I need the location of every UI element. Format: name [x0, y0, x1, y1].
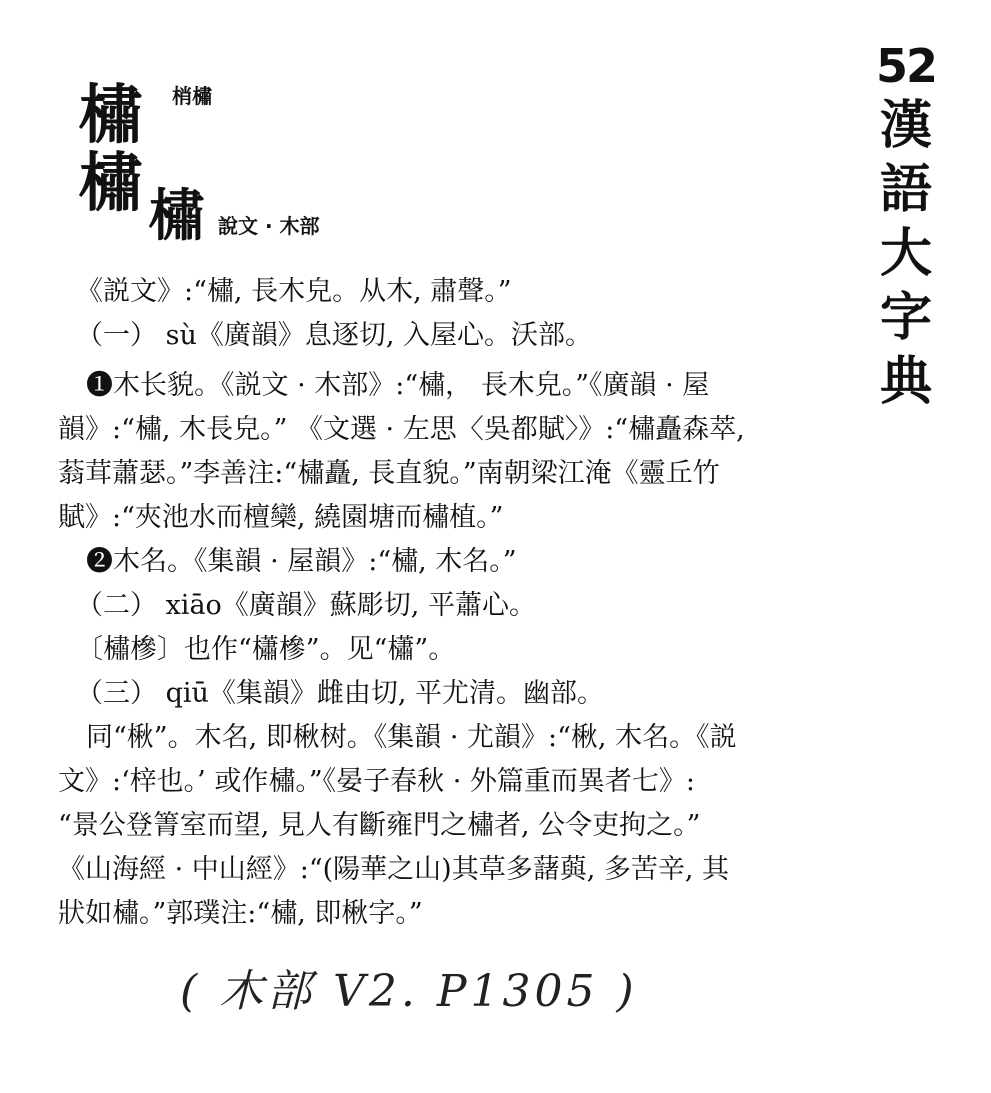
entry-line: 《説文》:“橚, 長木皃。从木, 肅聲。”: [76, 276, 512, 307]
title-char: 語: [879, 160, 932, 220]
title-char: 大: [879, 224, 932, 284]
entry-line: 狀如橚。”郭璞注:“橚, 即楸字。”: [58, 898, 423, 929]
entry-line: ❶木长貌。《説文 · 木部》:“橚， 長木皃。”《廣韻 · 屋: [86, 370, 710, 401]
headword-char-mid: 橚: [78, 147, 142, 221]
headword-label-top: 梢橚: [172, 84, 212, 108]
entry-line: 〔橚槮〕也作“櫹槮”。见“櫹”。: [76, 634, 456, 665]
entry-line: （三） qiū《集韻》雌由切, 平尤清。幽部。: [76, 678, 605, 709]
title-char: 字: [879, 288, 932, 348]
entry-line: 文》:‘梓也。’ 或作橚。”《晏子春秋 · 外篇重而異者七》:: [58, 766, 695, 797]
entry-line: 《山海經 · 中山經》:“(陽華之山)其草多藷藇, 多苦辛, 其: [58, 854, 730, 885]
title-char: 漢: [879, 96, 932, 156]
entry-line: 賦》:“夾池水而檀欒, 繞園塘而橚植。”: [58, 502, 504, 533]
title-char: 典: [879, 352, 932, 412]
entry-line: （二） xiāo《廣韻》蘇彫切, 平蕭心。: [76, 590, 536, 621]
dictionary-title: [866, 38, 946, 414]
entry-line: 韻》:“橚, 木長皃。” 《文選 · 左思〈吳都賦〉》:“橚矗森萃,: [58, 414, 745, 445]
entry-line: ❷木名。《集韻 · 屋韻》:“橚, 木名。”: [86, 546, 517, 577]
entry-line: “景公登箐室而望, 見人有斷雍門之橚者, 公令吏拘之。”: [58, 810, 701, 841]
handwritten-note: ( 木部 V2. P1305 ): [180, 966, 638, 1017]
entry-line: 同“楸”。木名, 即楸树。《集韻 · 尤韻》:“楸, 木名。《説: [86, 722, 737, 753]
entry-body: [58, 270, 828, 936]
seal-script-char: 橚: [148, 183, 204, 249]
seal-source-label: 說文 · 木部: [218, 214, 320, 238]
headword-char-top: 橚: [78, 79, 142, 153]
page-number: 52: [875, 39, 936, 93]
entry-line: （一） sù《廣韻》息逐切, 入屋心。沃部。: [76, 320, 592, 351]
entry-line: 蓊茸蕭瑟。”李善注:“橚矗, 長直貌。”南朝梁江淹《靈丘竹: [58, 458, 720, 489]
